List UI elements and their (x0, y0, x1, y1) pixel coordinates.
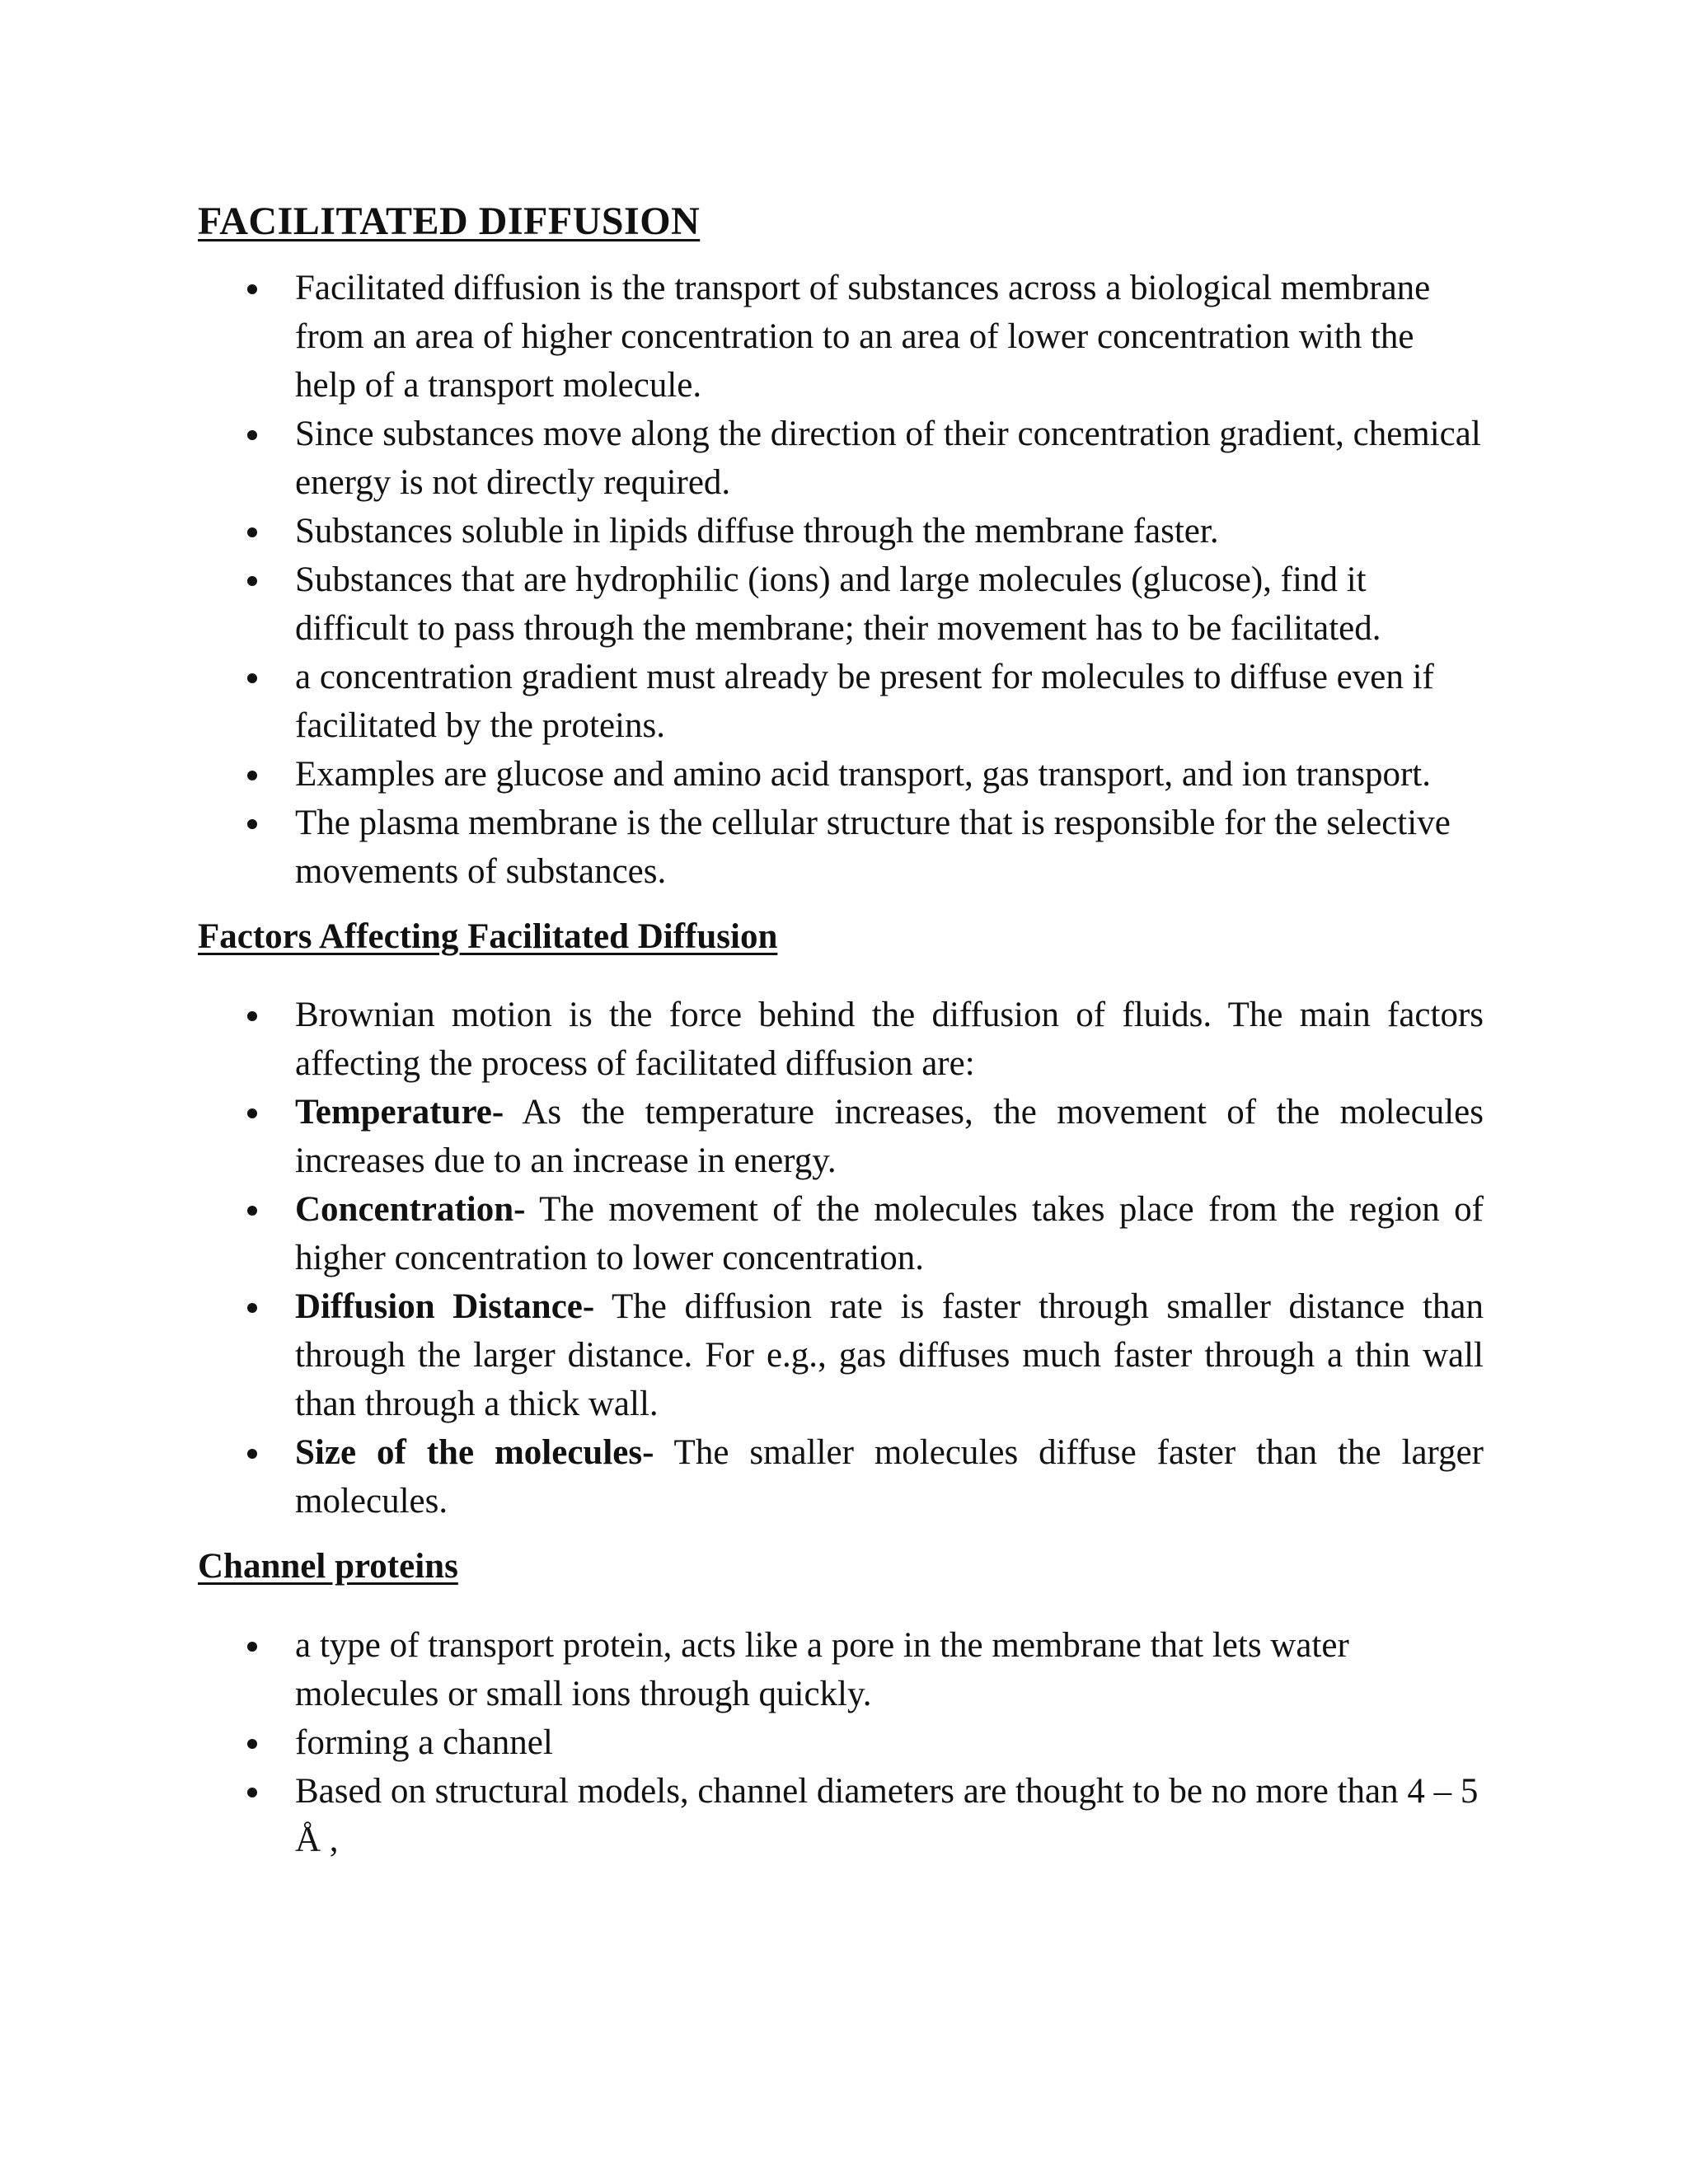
intro-bullet-list (198, 264, 1484, 896)
list-item (198, 1282, 1484, 1428)
factor-text: Brownian motion is the force behind the diffusion of fluids. The main factors affecting the process of facilitated diffusion are: (295, 996, 1484, 1084)
list-item (198, 1088, 1484, 1185)
bullet-icon (247, 1449, 257, 1459)
factor-text: The diffusion rate is faster through smaller distance than through the larger distance. For e.g., gas diffuses much faster through a thin wall than through a thick wall. (295, 1287, 1484, 1424)
list-item-text: Facilitated diffusion is the transport of substances across a biological membrane from an area of higher concentration to an area of lower concentration with the help of a transport molecule. (295, 268, 1431, 405)
list-item (198, 555, 1484, 653)
list-item (198, 1767, 1484, 1864)
list-item (198, 1718, 1484, 1767)
list-item (198, 1185, 1484, 1282)
bullet-icon (247, 1108, 257, 1118)
channel-bullet-list (198, 1621, 1484, 1864)
factor-term: Concentration- (295, 1190, 526, 1230)
list-item-text: Examples are glucose and amino acid transport, gas transport, and ion transport. (295, 754, 1431, 794)
bullet-icon (247, 430, 257, 440)
list-item (198, 991, 1484, 1088)
list-item (198, 1621, 1484, 1718)
factor-term: Size of the molecules- (295, 1433, 654, 1473)
list-item-text: The plasma membrane is the cellular structure that is responsible for the selective movements of substances. (295, 803, 1451, 891)
bullet-icon (247, 527, 257, 537)
bullet-icon (247, 576, 257, 586)
factor-text: As the temperature increases, the movement of the molecules increases due to an increase in energy. (295, 1093, 1484, 1181)
list-item-text: forming a channel (295, 1722, 553, 1762)
section-heading-channel-proteins: Channel proteins (198, 1547, 458, 1586)
list-item (198, 799, 1484, 896)
list-item-text: Based on structural models, channel diameters are thought to be no more than 4 – 5 Å , (295, 1771, 1479, 1859)
bullet-icon (247, 1206, 257, 1216)
factor-text: The smaller molecules diffuse faster than the larger molecules. (295, 1433, 1484, 1521)
list-item (198, 410, 1484, 507)
list-item (198, 750, 1484, 799)
bullet-icon (247, 1739, 257, 1749)
page-title: FACILITATED DIFFUSION (198, 199, 701, 243)
list-item-text: Since substances move along the direction of their concentration gradient, chemical energy is not directly required. (295, 414, 1481, 502)
section-heading-factors: Factors Affecting Facilitated Diffusion (198, 916, 778, 956)
factor-text: The movement of the molecules takes place from the region of higher concentration to lower concentration. (295, 1190, 1484, 1278)
list-item (198, 653, 1484, 750)
document-page (198, 198, 1484, 1864)
bullet-icon (247, 1788, 257, 1797)
list-item-text: a concentration gradient must already be present for molecules to diffuse even if facilitated by the proteins. (295, 657, 1434, 745)
bullet-icon (247, 771, 257, 780)
bullet-icon (247, 673, 257, 683)
list-item-text: Substances soluble in lipids diffuse through the membrane faster. (295, 511, 1219, 551)
bullet-icon (247, 819, 257, 829)
factors-bullet-list (198, 991, 1484, 1526)
bullet-icon (247, 1303, 257, 1313)
factor-term: Temperature- (295, 1093, 504, 1132)
list-item-text: Substances that are hydrophilic (ions) and large molecules (glucose), find it difficult to pass through the membrane; their movement has to be facilitated. (295, 560, 1381, 648)
bullet-icon (247, 284, 257, 294)
list-item (198, 264, 1484, 410)
list-item (198, 1428, 1484, 1526)
bullet-icon (247, 1011, 257, 1021)
bullet-icon (247, 1642, 257, 1652)
factor-term: Diffusion Distance- (295, 1287, 595, 1327)
list-item-text: a type of transport protein, acts like a pore in the membrane that lets water molecules or small ions through quickly. (295, 1625, 1349, 1713)
list-item (198, 507, 1484, 555)
